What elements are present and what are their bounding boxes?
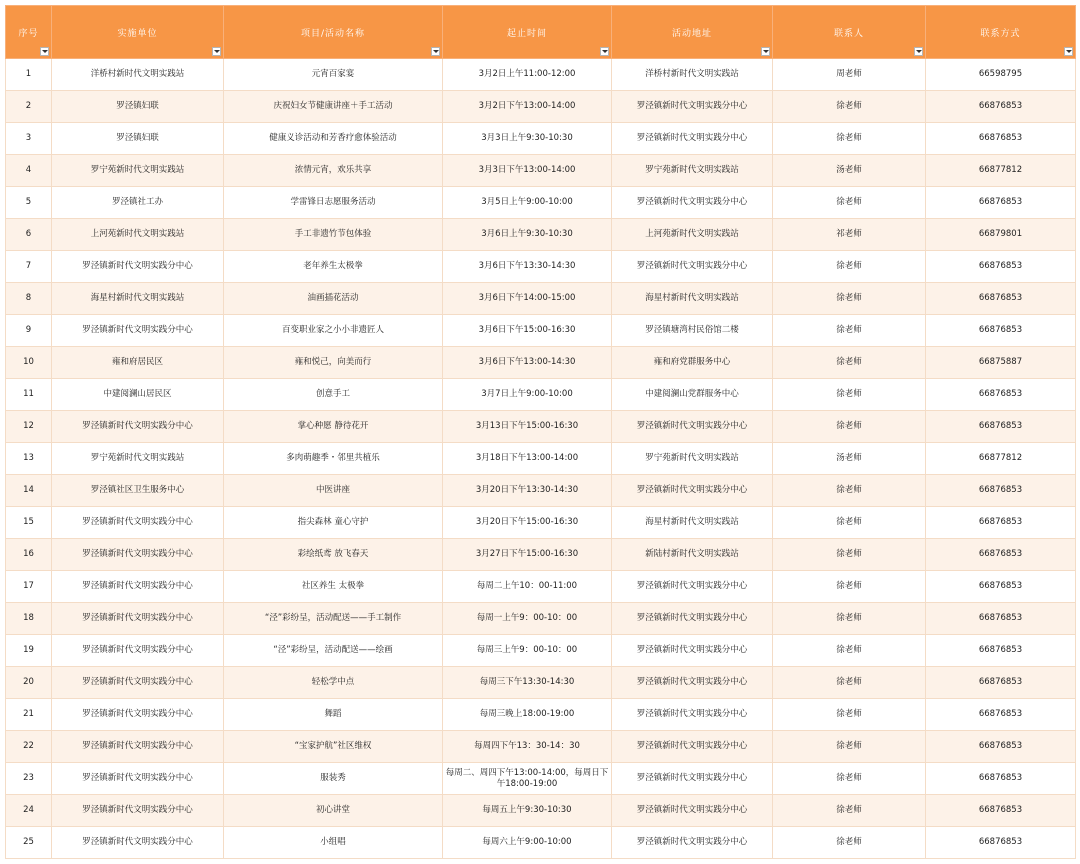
cell-index: 3 bbox=[6, 123, 52, 155]
cell-organizer: 罗泾镇新时代文明实践分中心 bbox=[52, 571, 224, 603]
column-header-time: 起止时间 bbox=[443, 6, 612, 59]
cell-time: 每周六上午9:00-10:00 bbox=[443, 827, 612, 859]
cell-index: 5 bbox=[6, 187, 52, 219]
cell-phone: 66598795 bbox=[926, 59, 1076, 91]
cell-location: 雍和府党群服务中心 bbox=[612, 347, 773, 379]
cell-activity: 百变职业家之小小非遗匠人 bbox=[224, 315, 443, 347]
cell-phone: 66876853 bbox=[926, 123, 1076, 155]
cell-activity: 老年养生太极拳 bbox=[224, 251, 443, 283]
cell-contact-person: 徐老师 bbox=[773, 571, 926, 603]
cell-phone: 66876853 bbox=[926, 475, 1076, 507]
cell-phone: 66876853 bbox=[926, 539, 1076, 571]
cell-time: 3月13日下午15:00-16:30 bbox=[443, 411, 612, 443]
cell-contact-person: 徐老师 bbox=[773, 91, 926, 123]
table-row bbox=[6, 59, 1076, 91]
filter-dropdown-icon[interactable] bbox=[914, 47, 923, 56]
table-row bbox=[6, 667, 1076, 699]
cell-phone: 66876853 bbox=[926, 283, 1076, 315]
table-row bbox=[6, 603, 1076, 635]
cell-phone: 66876853 bbox=[926, 795, 1076, 827]
cell-location: 罗泾镇新时代文明实践分中心 bbox=[612, 699, 773, 731]
cell-index: 10 bbox=[6, 347, 52, 379]
column-header-phone: 联系方式 bbox=[926, 6, 1076, 59]
cell-organizer: 罗泾镇新时代文明实践分中心 bbox=[52, 763, 224, 795]
cell-location: 罗泾镇新时代文明实践分中心 bbox=[612, 795, 773, 827]
table-body bbox=[6, 59, 1076, 859]
table-row bbox=[6, 475, 1076, 507]
header-row bbox=[6, 6, 1076, 59]
table-row bbox=[6, 731, 1076, 763]
cell-contact-person: 徐老师 bbox=[773, 475, 926, 507]
table-row bbox=[6, 699, 1076, 731]
column-header-activity: 项目/活动名称 bbox=[224, 6, 443, 59]
cell-contact-person: 徐老师 bbox=[773, 283, 926, 315]
cell-contact-person: 徐老师 bbox=[773, 795, 926, 827]
cell-organizer: 罗泾镇新时代文明实践分中心 bbox=[52, 731, 224, 763]
cell-time: 3月7日上午9:00-10:00 bbox=[443, 379, 612, 411]
cell-organizer: 洋桥村新时代文明实践站 bbox=[52, 59, 224, 91]
cell-organizer: 罗泾镇新时代文明实践分中心 bbox=[52, 251, 224, 283]
table-row bbox=[6, 347, 1076, 379]
cell-activity: “宝家护航”社区维权 bbox=[224, 731, 443, 763]
cell-index: 14 bbox=[6, 475, 52, 507]
cell-location: 罗泾镇新时代文明实践分中心 bbox=[612, 123, 773, 155]
cell-time: 每周三上午9：00-10：00 bbox=[443, 635, 612, 667]
cell-phone: 66876853 bbox=[926, 379, 1076, 411]
cell-organizer: 罗泾镇新时代文明实践分中心 bbox=[52, 699, 224, 731]
cell-phone: 66876853 bbox=[926, 635, 1076, 667]
cell-time: 每周二上午10：00-11:00 bbox=[443, 571, 612, 603]
table-row bbox=[6, 219, 1076, 251]
filter-dropdown-icon[interactable] bbox=[1064, 47, 1073, 56]
cell-activity: 轻松学中点 bbox=[224, 667, 443, 699]
cell-phone: 66876853 bbox=[926, 827, 1076, 859]
table-row bbox=[6, 571, 1076, 603]
cell-location: 罗宁苑新时代文明实践站 bbox=[612, 443, 773, 475]
cell-location: 罗泾镇新时代文明实践分中心 bbox=[612, 91, 773, 123]
cell-activity: 雍和悦己，向美而行 bbox=[224, 347, 443, 379]
activity-table-container bbox=[5, 5, 1075, 859]
cell-contact-person: 徐老师 bbox=[773, 539, 926, 571]
cell-organizer: 罗泾镇新时代文明实践分中心 bbox=[52, 411, 224, 443]
table-row bbox=[6, 635, 1076, 667]
cell-activity: 健康义诊活动和芳香疗愈体验活动 bbox=[224, 123, 443, 155]
cell-organizer: 罗宁苑新时代文明实践站 bbox=[52, 155, 224, 187]
cell-time: 3月5日上午9:00-10:00 bbox=[443, 187, 612, 219]
cell-location: 海星村新时代文明实践站 bbox=[612, 507, 773, 539]
cell-location: 罗泾镇新时代文明实践分中心 bbox=[612, 251, 773, 283]
cell-contact-person: 汤老师 bbox=[773, 443, 926, 475]
filter-dropdown-icon[interactable] bbox=[431, 47, 440, 56]
cell-contact-person: 徐老师 bbox=[773, 187, 926, 219]
cell-phone: 66877812 bbox=[926, 155, 1076, 187]
cell-phone: 66876853 bbox=[926, 411, 1076, 443]
cell-location: 罗泾镇新时代文明实践分中心 bbox=[612, 731, 773, 763]
filter-dropdown-icon[interactable] bbox=[600, 47, 609, 56]
cell-organizer: 罗泾镇妇联 bbox=[52, 123, 224, 155]
table-row bbox=[6, 123, 1076, 155]
cell-organizer: 罗泾镇新时代文明实践分中心 bbox=[52, 795, 224, 827]
cell-index: 1 bbox=[6, 59, 52, 91]
table-row bbox=[6, 443, 1076, 475]
cell-location: 罗泾镇新时代文明实践分中心 bbox=[612, 475, 773, 507]
cell-time: 每周四下午13：30-14：30 bbox=[443, 731, 612, 763]
cell-location: 罗泾镇新时代文明实践分中心 bbox=[612, 187, 773, 219]
cell-location: 罗泾镇新时代文明实践分中心 bbox=[612, 827, 773, 859]
cell-time: 3月6日下午13:30-14:30 bbox=[443, 251, 612, 283]
cell-activity: 初心讲堂 bbox=[224, 795, 443, 827]
cell-contact-person: 徐老师 bbox=[773, 699, 926, 731]
cell-contact-person: 周老师 bbox=[773, 59, 926, 91]
cell-contact-person: 徐老师 bbox=[773, 411, 926, 443]
cell-activity: 浓情元宵，欢乐共享 bbox=[224, 155, 443, 187]
cell-organizer: 罗泾镇新时代文明实践分中心 bbox=[52, 667, 224, 699]
cell-activity: 彩绘纸鸢 放飞春天 bbox=[224, 539, 443, 571]
cell-contact-person: 祁老师 bbox=[773, 219, 926, 251]
cell-location: 中建阅澜山党群服务中心 bbox=[612, 379, 773, 411]
column-header-index: 序号 bbox=[6, 6, 52, 59]
cell-location: 上河苑新时代文明实践站 bbox=[612, 219, 773, 251]
cell-index: 4 bbox=[6, 155, 52, 187]
cell-time: 3月6日下午14:00-15:00 bbox=[443, 283, 612, 315]
cell-phone: 66877812 bbox=[926, 443, 1076, 475]
table-row bbox=[6, 155, 1076, 187]
cell-index: 15 bbox=[6, 507, 52, 539]
cell-phone: 66876853 bbox=[926, 507, 1076, 539]
cell-time: 3月6日下午15:00-16:30 bbox=[443, 315, 612, 347]
cell-contact-person: 徐老师 bbox=[773, 347, 926, 379]
cell-activity: 掌心种愿 静待花开 bbox=[224, 411, 443, 443]
cell-phone: 66876853 bbox=[926, 187, 1076, 219]
table-row bbox=[6, 379, 1076, 411]
table-row bbox=[6, 187, 1076, 219]
table-row bbox=[6, 315, 1076, 347]
cell-contact-person: 徐老师 bbox=[773, 379, 926, 411]
cell-contact-person: 徐老师 bbox=[773, 667, 926, 699]
cell-location: 罗泾镇新时代文明实践分中心 bbox=[612, 571, 773, 603]
cell-location: 罗泾镇塘湾村民俗馆二楼 bbox=[612, 315, 773, 347]
cell-phone: 66876853 bbox=[926, 763, 1076, 795]
cell-index: 6 bbox=[6, 219, 52, 251]
activity-table bbox=[5, 5, 1076, 859]
cell-time: 每周二、周四下午13:00-14:00，每周日下午18:00-19:00 bbox=[443, 763, 612, 795]
cell-activity: “泾”彩纷呈，活动配送——手工制作 bbox=[224, 603, 443, 635]
cell-activity: 中医讲座 bbox=[224, 475, 443, 507]
cell-organizer: 中建阅澜山居民区 bbox=[52, 379, 224, 411]
cell-organizer: 罗泾镇妇联 bbox=[52, 91, 224, 123]
cell-time: 3月2日下午13:00-14:00 bbox=[443, 91, 612, 123]
cell-organizer: 罗泾镇新时代文明实践分中心 bbox=[52, 315, 224, 347]
cell-activity: 手工非遗竹节包体验 bbox=[224, 219, 443, 251]
cell-contact-person: 徐老师 bbox=[773, 635, 926, 667]
cell-index: 16 bbox=[6, 539, 52, 571]
cell-contact-person: 徐老师 bbox=[773, 507, 926, 539]
cell-location: 新陆村新时代文明实践站 bbox=[612, 539, 773, 571]
cell-activity: 小组唱 bbox=[224, 827, 443, 859]
cell-activity: 多肉萌趣季・邻里共植乐 bbox=[224, 443, 443, 475]
cell-index: 13 bbox=[6, 443, 52, 475]
cell-organizer: 上河苑新时代文明实践站 bbox=[52, 219, 224, 251]
cell-contact-person: 徐老师 bbox=[773, 731, 926, 763]
cell-organizer: 罗泾镇新时代文明实践分中心 bbox=[52, 603, 224, 635]
table-row bbox=[6, 539, 1076, 571]
cell-time: 3月6日下午13:00-14:30 bbox=[443, 347, 612, 379]
cell-activity: “泾”彩纷呈，活动配送——绘画 bbox=[224, 635, 443, 667]
cell-index: 11 bbox=[6, 379, 52, 411]
cell-phone: 66876853 bbox=[926, 731, 1076, 763]
cell-organizer: 罗泾镇新时代文明实践分中心 bbox=[52, 507, 224, 539]
cell-index: 20 bbox=[6, 667, 52, 699]
cell-phone: 66876853 bbox=[926, 315, 1076, 347]
cell-activity: 服装秀 bbox=[224, 763, 443, 795]
cell-contact-person: 汤老师 bbox=[773, 155, 926, 187]
cell-organizer: 罗泾镇社区卫生服务中心 bbox=[52, 475, 224, 507]
cell-index: 8 bbox=[6, 283, 52, 315]
filter-dropdown-icon[interactable] bbox=[761, 47, 770, 56]
cell-organizer: 罗泾镇新时代文明实践分中心 bbox=[52, 539, 224, 571]
cell-phone: 66876853 bbox=[926, 571, 1076, 603]
cell-organizer: 海星村新时代文明实践站 bbox=[52, 283, 224, 315]
cell-index: 24 bbox=[6, 795, 52, 827]
filter-dropdown-icon[interactable] bbox=[40, 47, 49, 56]
cell-index: 19 bbox=[6, 635, 52, 667]
cell-location: 罗宁苑新时代文明实践站 bbox=[612, 155, 773, 187]
column-header-organizer: 实施单位 bbox=[52, 6, 224, 59]
table-row bbox=[6, 251, 1076, 283]
cell-location: 罗泾镇新时代文明实践分中心 bbox=[612, 411, 773, 443]
cell-organizer: 罗泾镇新时代文明实践分中心 bbox=[52, 827, 224, 859]
cell-location: 罗泾镇新时代文明实践分中心 bbox=[612, 667, 773, 699]
cell-index: 23 bbox=[6, 763, 52, 795]
table-row bbox=[6, 795, 1076, 827]
cell-index: 25 bbox=[6, 827, 52, 859]
cell-phone: 66876853 bbox=[926, 251, 1076, 283]
cell-phone: 66876853 bbox=[926, 699, 1076, 731]
cell-index: 17 bbox=[6, 571, 52, 603]
cell-index: 7 bbox=[6, 251, 52, 283]
cell-index: 22 bbox=[6, 731, 52, 763]
cell-location: 罗泾镇新时代文明实践分中心 bbox=[612, 635, 773, 667]
cell-activity: 社区养生 太极拳 bbox=[224, 571, 443, 603]
cell-contact-person: 徐老师 bbox=[773, 827, 926, 859]
cell-activity: 创意手工 bbox=[224, 379, 443, 411]
table-row bbox=[6, 763, 1076, 795]
cell-time: 3月27日下午15:00-16:30 bbox=[443, 539, 612, 571]
cell-index: 18 bbox=[6, 603, 52, 635]
cell-location: 洋桥村新时代文明实践站 bbox=[612, 59, 773, 91]
table-row bbox=[6, 411, 1076, 443]
cell-location: 海星村新时代文明实践站 bbox=[612, 283, 773, 315]
cell-phone: 66876853 bbox=[926, 603, 1076, 635]
cell-contact-person: 徐老师 bbox=[773, 763, 926, 795]
cell-time: 3月6日上午9:30-10:30 bbox=[443, 219, 612, 251]
cell-organizer: 罗宁苑新时代文明实践站 bbox=[52, 443, 224, 475]
cell-activity: 庆祝妇女节健康讲座＋手工活动 bbox=[224, 91, 443, 123]
cell-organizer: 雍和府居民区 bbox=[52, 347, 224, 379]
cell-index: 21 bbox=[6, 699, 52, 731]
cell-contact-person: 徐老师 bbox=[773, 603, 926, 635]
cell-time: 每周三下午13:30-14:30 bbox=[443, 667, 612, 699]
table-row bbox=[6, 827, 1076, 859]
cell-organizer: 罗泾镇新时代文明实践分中心 bbox=[52, 635, 224, 667]
cell-phone: 66876853 bbox=[926, 667, 1076, 699]
table-row bbox=[6, 507, 1076, 539]
cell-index: 12 bbox=[6, 411, 52, 443]
cell-time: 每周三晚上18:00-19:00 bbox=[443, 699, 612, 731]
cell-time: 每周一上午9：00-10：00 bbox=[443, 603, 612, 635]
cell-time: 每周五上午9:30-10:30 bbox=[443, 795, 612, 827]
column-header-location: 活动地址 bbox=[612, 6, 773, 59]
cell-time: 3月20日下午15:00-16:30 bbox=[443, 507, 612, 539]
cell-index: 9 bbox=[6, 315, 52, 347]
cell-activity: 油画插花活动 bbox=[224, 283, 443, 315]
cell-time: 3月2日上午11:00-12:00 bbox=[443, 59, 612, 91]
cell-contact-person: 徐老师 bbox=[773, 123, 926, 155]
table-row bbox=[6, 283, 1076, 315]
cell-time: 3月20日下午13:30-14:30 bbox=[443, 475, 612, 507]
filter-dropdown-icon[interactable] bbox=[212, 47, 221, 56]
cell-activity: 舞蹈 bbox=[224, 699, 443, 731]
cell-time: 3月3日下午13:00-14:00 bbox=[443, 155, 612, 187]
cell-activity: 指尖森林 童心守护 bbox=[224, 507, 443, 539]
cell-contact-person: 徐老师 bbox=[773, 315, 926, 347]
cell-index: 2 bbox=[6, 91, 52, 123]
cell-organizer: 罗泾镇社工办 bbox=[52, 187, 224, 219]
cell-location: 罗泾镇新时代文明实践分中心 bbox=[612, 763, 773, 795]
column-header-contact-person: 联系人 bbox=[773, 6, 926, 59]
cell-time: 3月18日下午13:00-14:00 bbox=[443, 443, 612, 475]
cell-phone: 66879801 bbox=[926, 219, 1076, 251]
cell-activity: 元宵百家宴 bbox=[224, 59, 443, 91]
cell-contact-person: 徐老师 bbox=[773, 251, 926, 283]
table-row bbox=[6, 91, 1076, 123]
cell-phone: 66875887 bbox=[926, 347, 1076, 379]
cell-location: 罗泾镇新时代文明实践分中心 bbox=[612, 603, 773, 635]
cell-activity: 学雷锋日志愿服务活动 bbox=[224, 187, 443, 219]
cell-phone: 66876853 bbox=[926, 91, 1076, 123]
cell-time: 3月3日上午9:30-10:30 bbox=[443, 123, 612, 155]
